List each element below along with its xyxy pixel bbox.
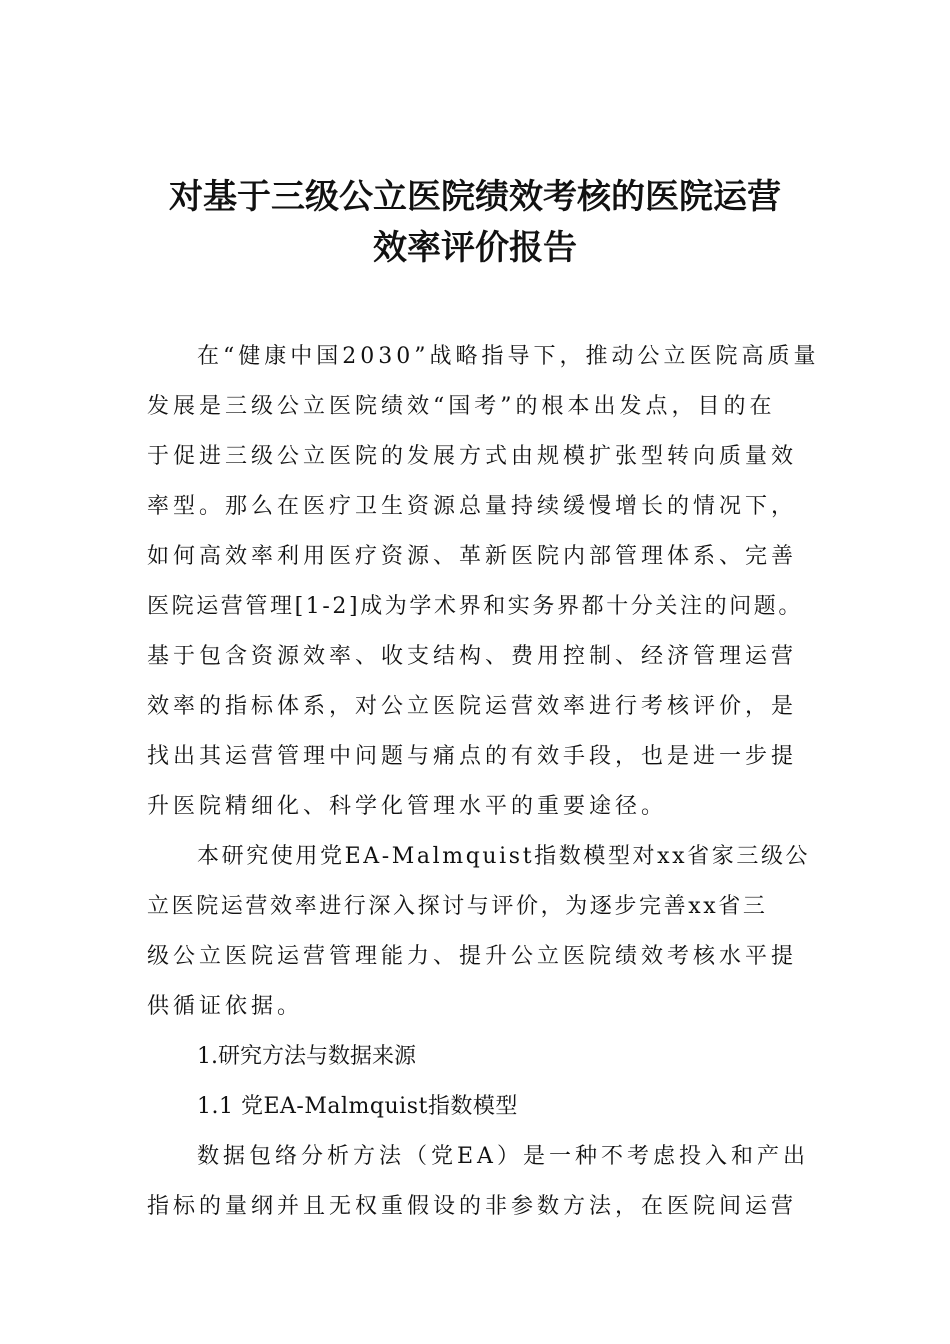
paragraph-line: 数据包络分析方法（党EA）是一种不考虑投入和产出 xyxy=(197,1144,809,1169)
paragraph-line: 发展是三级公立医院绩效“国考”的根本出发点，目的在 xyxy=(147,394,776,419)
paragraph-line: 指标的量纲并且无权重假设的非参数方法，在医院间运营 xyxy=(147,1194,798,1219)
paragraph-line: 医院运营管理[1-2]成为学术界和实务界都十分关注的问题。 xyxy=(147,594,803,619)
document-body xyxy=(147,332,837,1232)
paragraph-line: 立医院运营效率进行深入探讨与评价，为逐步完善xx省三 xyxy=(147,894,768,919)
document-title-line-1: 对基于三级公立医院绩效考核的医院运营 xyxy=(169,177,781,217)
paragraph-line: 找出其运营管理中问题与痛点的有效手段，也是进一步提 xyxy=(147,744,798,769)
document-title-line-2: 效率评价报告 xyxy=(373,228,577,268)
paragraph-line: 率型。那么在医疗卫生资源总量持续缓慢增长的情况下， xyxy=(147,494,798,519)
section-heading: 1.研究方法与数据来源 xyxy=(197,1044,416,1069)
paragraph-line: 级公立医院运营管理能力、提升公立医院绩效考核水平提 xyxy=(147,944,798,969)
paragraph-line: 于促进三级公立医院的发展方式由规模扩张型转向质量效 xyxy=(147,444,798,469)
paragraph-line: 升医院精细化、科学化管理水平的重要途径。 xyxy=(147,794,668,819)
subsection-heading: 1.1 党EA-Malmquist指数模型 xyxy=(197,1094,518,1119)
paragraph-line: 效率的指标体系，对公立医院运营效率进行考核评价，是 xyxy=(147,694,798,719)
paragraph-line: 基于包含资源效率、收支结构、费用控制、经济管理运营 xyxy=(147,644,798,669)
paragraph-line: 如何高效率利用医疗资源、革新医院内部管理体系、完善 xyxy=(147,544,798,569)
paragraph-line: 供循证依据。 xyxy=(147,994,304,1019)
paragraph-line: 本研究使用党EA-Malmquist指数模型对xx省家三级公 xyxy=(197,844,811,869)
paragraph-line: 在“健康中国2030”战略指导下，推动公立医院高质量 xyxy=(197,344,820,369)
